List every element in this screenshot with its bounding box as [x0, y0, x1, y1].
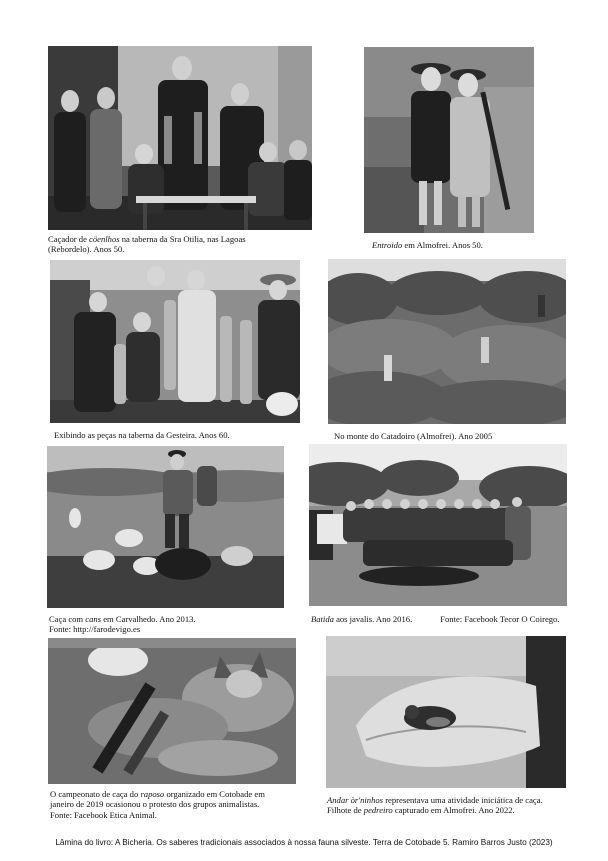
photo-tavern-hunters-1950s: [48, 46, 312, 230]
photo-wild-boar-beat: [309, 444, 567, 606]
photo-hunting-with-dogs: [47, 446, 284, 608]
caption-photo-7: O campeonato de caça do raposo organizado em Cotobade em janeiro de 2019 ocasionou o protesto dos grupos animalistas. Fonte: Facebook Etica Animal.: [50, 789, 265, 820]
photo-entroido-almofrei: [364, 47, 534, 233]
caption-photo-4: No monte do Catadoiro (Almofrei). Ano 2005: [334, 431, 493, 441]
caption-photo-6: Batida aos javalis. Ano 2016. Fonte: Facebook Tecor O Coirego.: [311, 614, 560, 624]
caption-photo-5: Caça com cans em Carvalhedo. Ano 2013. Fonte: http://farodevigo.es: [49, 614, 196, 635]
page-footer: Lâmina do livro: A Bicheria. Os saberes tradicionais associados à nossa fauna silveste. Terra de Cotobade 5. Ramiro Barros Justo (2023): [55, 838, 553, 847]
caption-photo-1: Caçador de cöenlhos na taberna da Sra Otilia, nas Lagoas (Rebordelo). Anos 50.: [48, 234, 246, 255]
caption-photo-8: Andar òr'ninhos representava uma atividade iniciática de caça. Filhote de pedreiro capturado em Almofrei. Ano 2022.: [327, 795, 543, 816]
photo-catadoiro-mountain: [328, 259, 566, 424]
photo-bird-fledgling: [326, 636, 566, 788]
caption-photo-3: Exibindo as peças na taberna da Gesteira. Anos 60.: [54, 430, 230, 440]
photo-fox-championship: [48, 638, 296, 784]
photo-gesteira-tavern: [50, 260, 300, 423]
caption-photo-2: Entroido em Almofrei. Anos 50.: [372, 240, 483, 250]
